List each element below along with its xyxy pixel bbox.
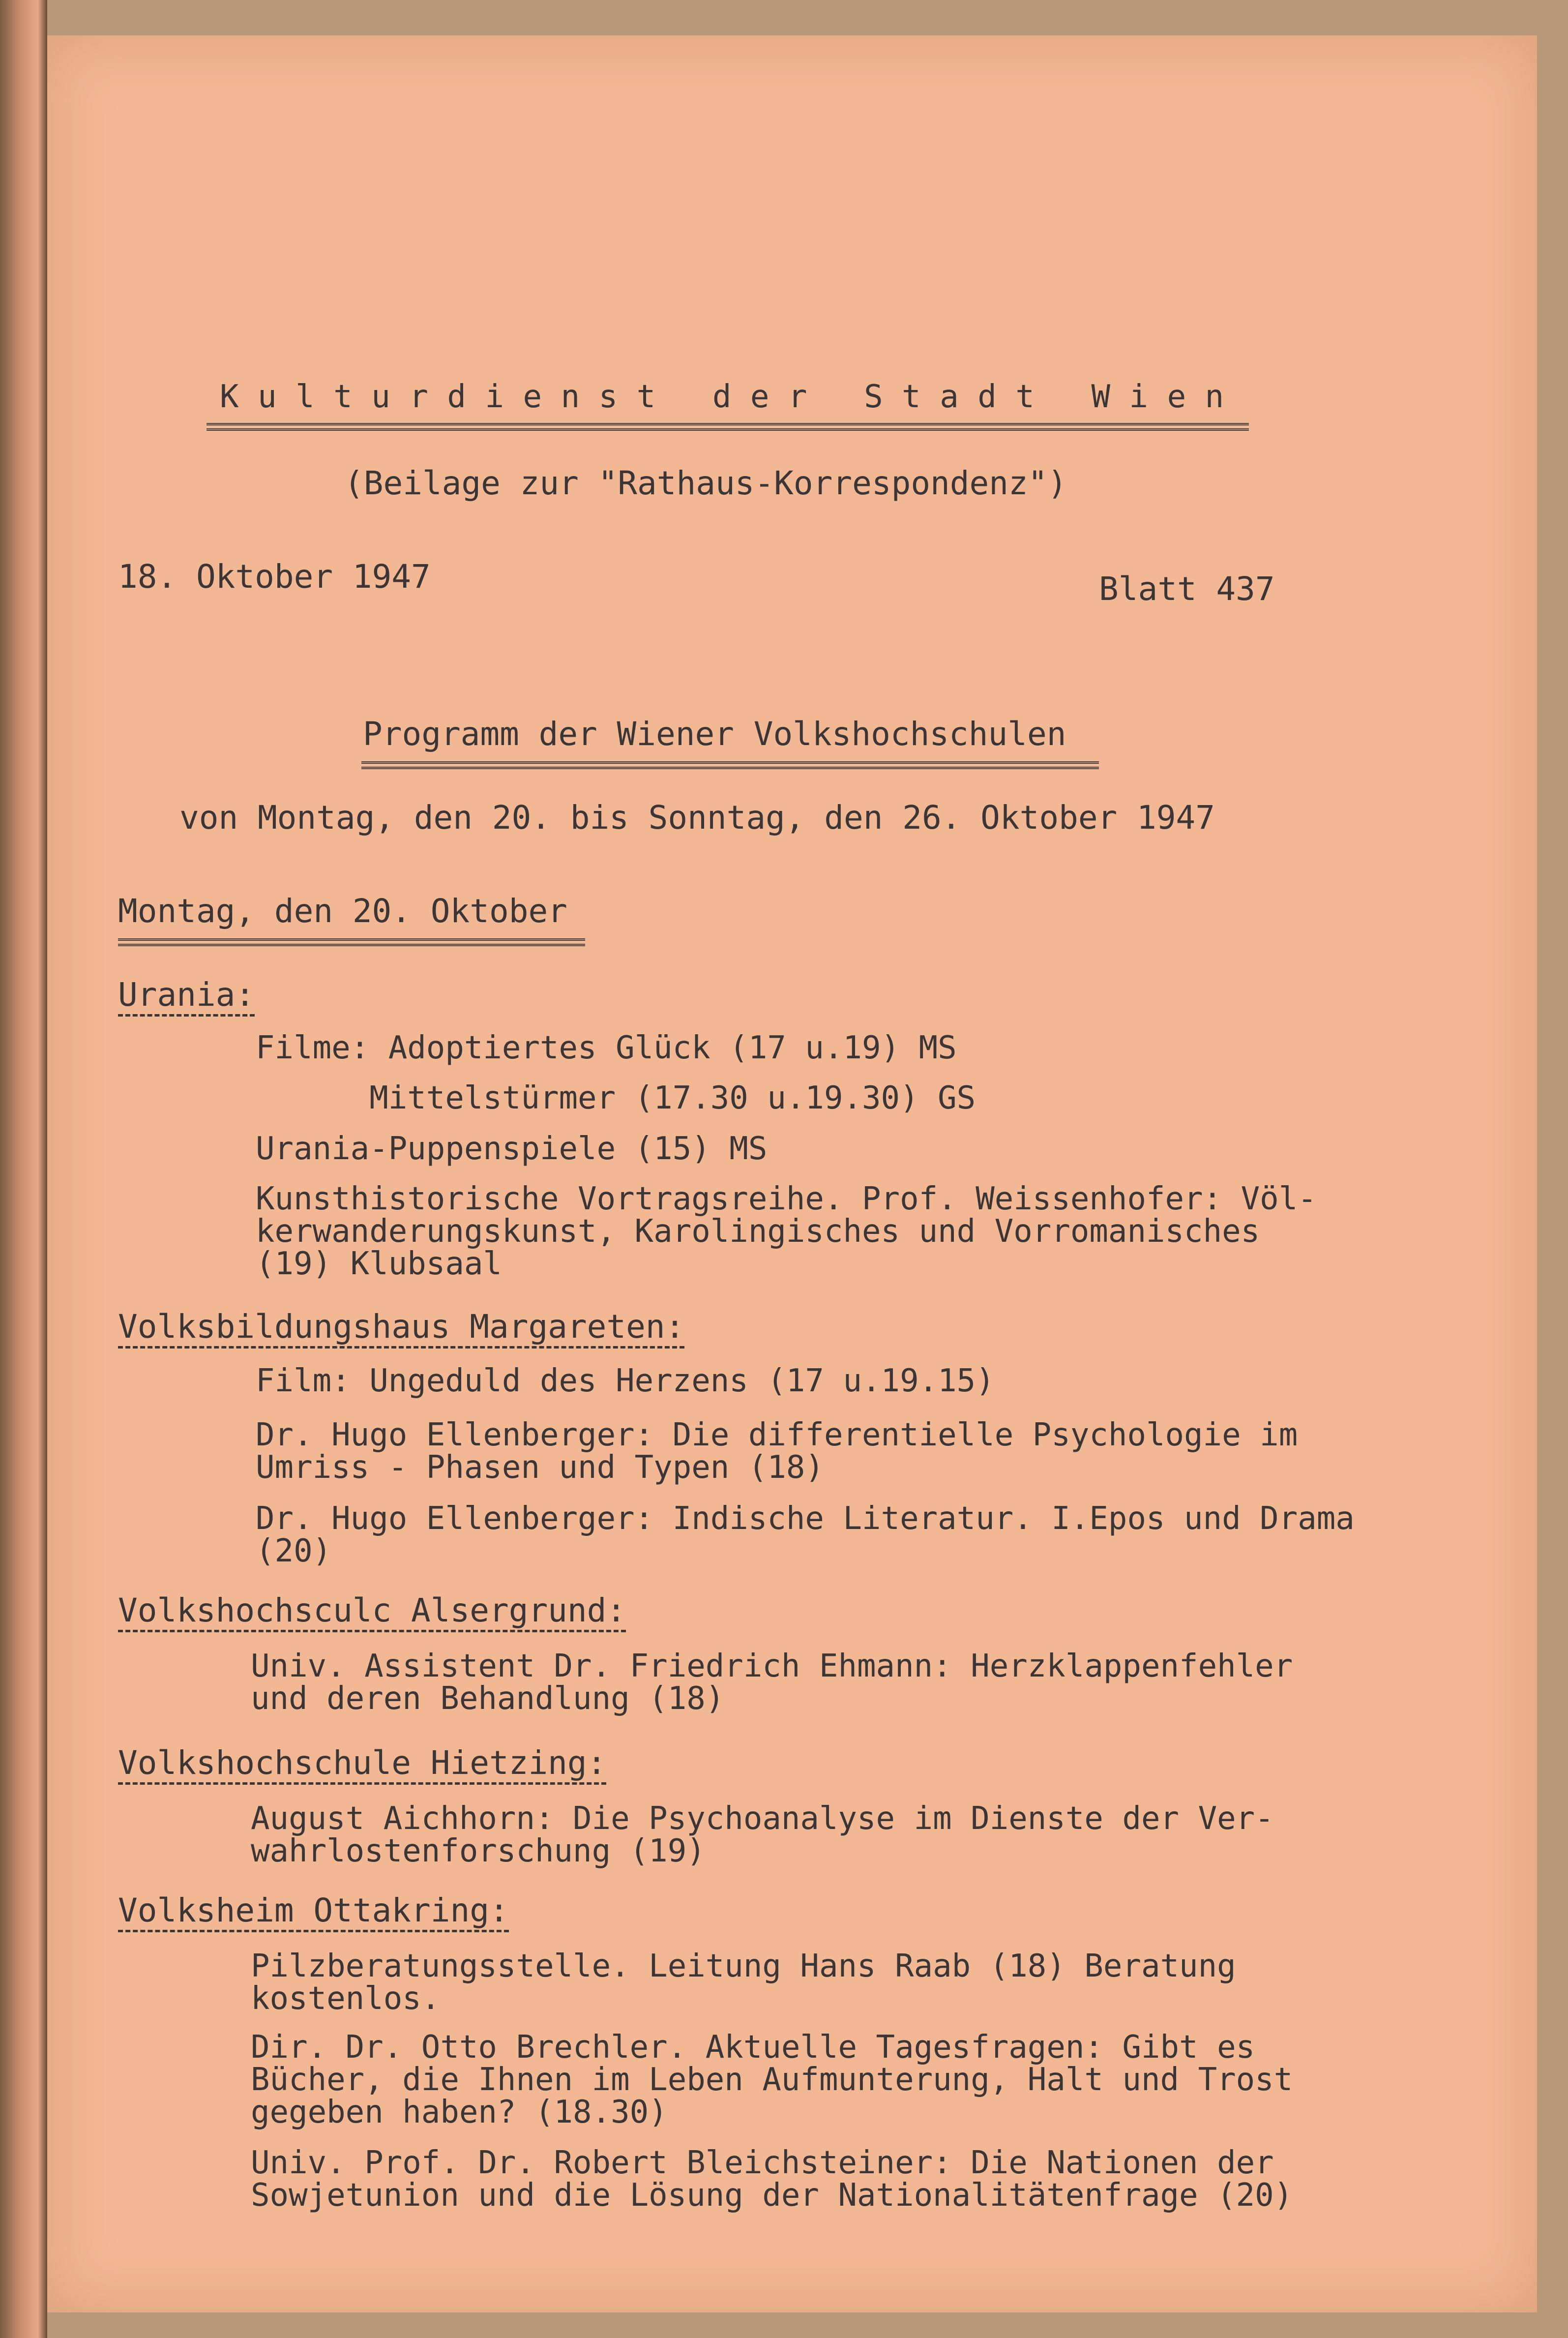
header-sheet-number: Blatt 437 xyxy=(1099,570,1275,608)
section-heading: Volkshochschule Hietzing: xyxy=(118,1747,606,1785)
header-title: K u l t u r d i e n s t d e r S t a d t W i e n xyxy=(220,379,1224,415)
program-entry: Urania-Puppenspiele (15) MS xyxy=(256,1131,768,1167)
day-label-rule xyxy=(118,938,585,946)
program-entry: Kunsthistorische Vortragsreihe. Prof. Weissenhofer: Völ- kerwanderungskunst, Karolingisches und Vorromanisches (19) Klubsaal xyxy=(256,1181,1317,1282)
program-date-range: von Montag, den 20. bis Sonntag, den 26. Oktober 1947 xyxy=(179,799,1215,837)
program-entry: Dir. Dr. Otto Brechler. Aktuelle Tagesfragen: Gibt es Bücher, die Ihnen im Leben Aufmunterung, Halt und Trost gegeben haben? (18.30) xyxy=(251,2029,1293,2130)
section-heading: Urania: xyxy=(118,979,255,1017)
section-heading: Volksheim Ottakring: xyxy=(118,1894,509,1932)
program-entry: Univ. Assistent Dr. Friedrich Ehmann: Herzklappenfehler und deren Behandlung (18) xyxy=(251,1648,1293,1717)
program-entry: Univ. Prof. Dr. Robert Bleichsteiner: Die Nationen der Sowjetunion und die Lösung der Nationalitätenfrage (20) xyxy=(251,2145,1293,2214)
program-title: Programm der Wiener Volkshochschulen xyxy=(363,715,1066,753)
day-label: Montag, den 20. Oktober xyxy=(118,892,567,930)
header-subtitle: (Beilage zur "Rathaus-Korrespondenz") xyxy=(344,464,1067,502)
program-entry: Film: Ungeduld des Herzens (17 u.19.15) xyxy=(256,1363,995,1399)
header-date: 18. Oktober 1947 xyxy=(118,558,431,596)
section-heading: Volksbildungshaus Margareten: xyxy=(118,1311,684,1349)
section-heading: Volkshochsculc Alsergrund: xyxy=(118,1594,626,1632)
header-title-rule xyxy=(207,423,1249,431)
program-title-rule xyxy=(361,761,1099,769)
program-entry: Mittelstürmer (17.30 u.19.30) GS xyxy=(256,1080,976,1116)
program-entry: Filme: Adoptiertes Glück (17 u.19) MS xyxy=(256,1030,957,1066)
program-entry: Dr. Hugo Ellenberger: Die differentielle Psychologie im Umriss - Phasen und Typen (18) xyxy=(256,1417,1298,1486)
book-spine-edge xyxy=(0,0,47,2338)
program-entry: Pilzberatungsstelle. Leitung Hans Raab (18) Beratung kostenlos. xyxy=(251,1948,1236,2017)
program-entry: August Aichhorn: Die Psychoanalyse im Dienste der Ver- wahrlostenforschung (19) xyxy=(251,1800,1274,1869)
program-entry: Dr. Hugo Ellenberger: Indische Literatur. I.Epos und Drama (20) xyxy=(256,1500,1355,1569)
